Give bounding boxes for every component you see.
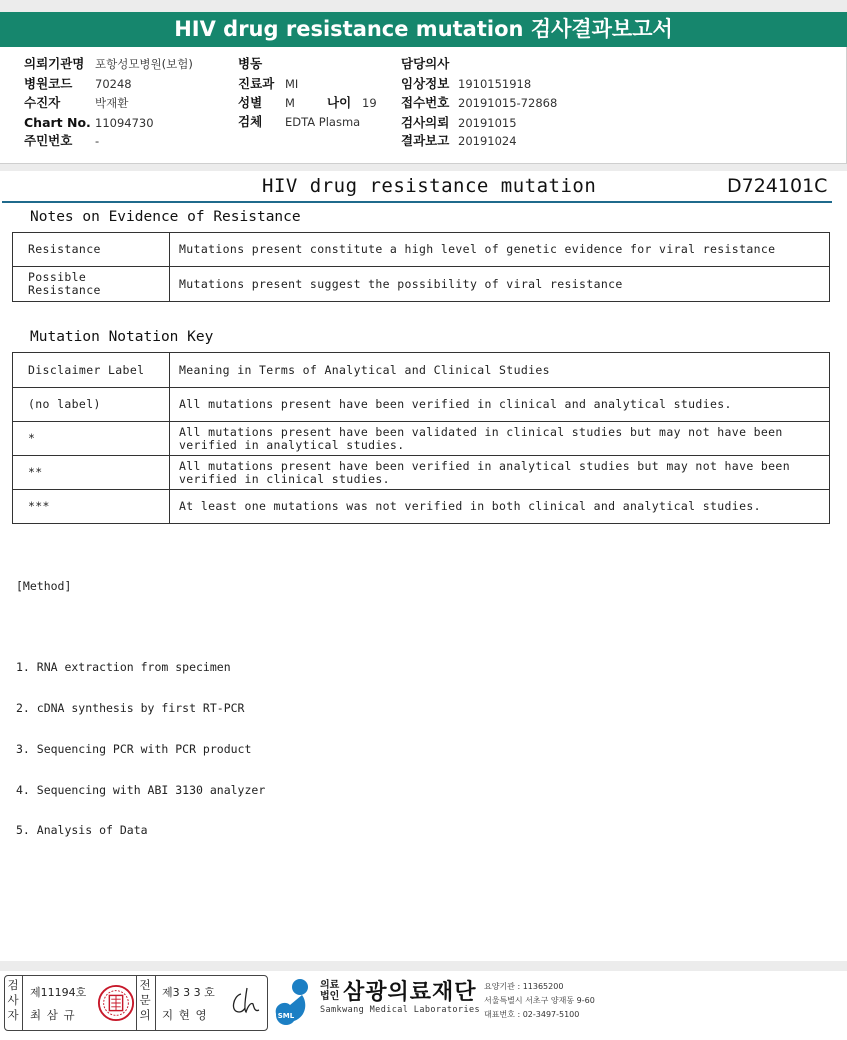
notes-description: Mutations present suggest the possibility of viral resistance [170, 267, 830, 302]
label-chart-no: Chart No. [24, 115, 91, 130]
heading-rule [2, 201, 832, 203]
column-header-meaning: Meaning in Terms of Analytical and Clinical Studies [170, 353, 830, 388]
table-row [13, 490, 830, 524]
label-specimen: 검체 [238, 114, 263, 129]
method-section [16, 553, 265, 851]
value-department: MI [285, 77, 299, 91]
value-report-date: 20191024 [458, 134, 517, 148]
notes-description: Mutations present constitute a high level of genetic evidence for viral resistance [170, 233, 830, 267]
value-clinical-info: 1910151918 [458, 77, 532, 91]
key-label: * [13, 422, 170, 456]
table-header-row [13, 353, 830, 388]
label-sex: 성별 [238, 95, 263, 110]
examiner-license-no: 제11194호 [30, 986, 87, 999]
notes-term: Resistance [13, 233, 170, 267]
value-patient-name: 박재환 [95, 96, 129, 110]
key-label: *** [13, 490, 170, 524]
label-resident-no: 주민번호 [24, 133, 73, 148]
patient-info-panel [0, 47, 847, 164]
label-age: 나이 [327, 95, 352, 110]
label-hospital-code: 병원코드 [24, 76, 73, 91]
label-department: 진료과 [238, 76, 275, 91]
column-header-label: Disclaimer Label [13, 353, 170, 388]
method-step: 2. cDNA synthesis by first RT-PCR [16, 700, 245, 715]
footer-divider-bar [0, 961, 847, 971]
specialist-vertical-label [138, 978, 152, 1023]
org-prefix-line1: 의료 [320, 980, 340, 991]
specialist-license-no: 제3 3 3 호 [162, 986, 215, 999]
key-meaning: All mutations present have been verified in clinical and analytical studies. [170, 388, 830, 422]
label-clinical-info: 임상정보 [401, 76, 450, 91]
label-patient-name: 수진자 [24, 95, 61, 110]
table-row [13, 233, 830, 267]
examiner-seal-icon [97, 984, 135, 1022]
label-accession-no: 접수번호 [401, 95, 450, 110]
specialist-signature-icon [227, 982, 263, 1022]
method-step: 4. Sequencing with ABI 3130 analyzer [16, 782, 266, 797]
examiner-label: 검 사 자 [7, 978, 19, 1022]
value-chart-no: 11094730 [95, 116, 154, 130]
sml-logo-icon [272, 977, 316, 1027]
key-meaning: At least one mutations was not verified in both clinical and analytical studies. [170, 490, 830, 524]
svg-text:SML: SML [277, 1012, 295, 1020]
method-step: 5. Analysis of Data [16, 823, 148, 838]
table-row [13, 267, 830, 302]
org-prefix-line2: 법인 [320, 991, 340, 1002]
label-attending-doctor: 담당의사 [401, 56, 450, 71]
key-label: (no label) [13, 388, 170, 422]
key-label: ** [13, 456, 170, 490]
value-age: 19 [362, 96, 377, 110]
label-requesting-institution: 의뢰기관명 [24, 56, 85, 71]
specialist-label: 전 문 의 [139, 978, 151, 1022]
table-row [13, 456, 830, 490]
table-row [13, 422, 830, 456]
report-title: HIV drug resistance mutation 검사결과보고서 [0, 12, 847, 47]
method-step: 3. Sequencing PCR with PCR product [16, 741, 252, 756]
table-row [13, 388, 830, 422]
org-prefix [320, 980, 339, 1002]
org-address: 서울특별시 서초구 양재동 9-60 [484, 996, 595, 1005]
label-report-date: 결과보고 [401, 133, 450, 148]
value-request-date: 20191015 [458, 116, 517, 130]
org-english-name: Samkwang Medical Laboratories [320, 1005, 481, 1015]
method-step: 1. RNA extraction from specimen [16, 660, 231, 675]
key-meaning: All mutations present have been validated in clinical studies but may not have been verified in analytical studies. [170, 422, 830, 456]
signature-box [4, 975, 268, 1031]
org-name: 삼광의료재단 [343, 980, 477, 1005]
value-specimen: EDTA Plasma [285, 115, 361, 129]
notation-key-table [12, 352, 830, 524]
test-heading: HIV drug resistance mutation [262, 175, 597, 197]
value-accession-no: 20191015-72868 [458, 96, 558, 110]
label-request-date: 검사의뢰 [401, 115, 450, 130]
examiner-vertical-label [6, 978, 20, 1023]
key-meaning: All mutations present have been verified in analytical studies but may not have been verified in clinical studies. [170, 456, 830, 490]
key-section-title: Mutation Notation Key [30, 329, 214, 345]
label-ward: 병동 [238, 56, 263, 71]
test-code: D724101C [727, 175, 828, 197]
notes-table [12, 232, 830, 302]
notes-section-title: Notes on Evidence of Resistance [30, 209, 301, 225]
examiner-name: 최 삼 규 [30, 1008, 76, 1022]
section-divider-bar [0, 164, 847, 171]
value-hospital-code: 70248 [95, 77, 132, 91]
notes-term: Possible Resistance [13, 267, 170, 302]
value-sex: M [285, 96, 295, 110]
value-resident-no: - [95, 134, 100, 148]
value-requesting-institution: 포항성모병원(보험) [95, 57, 193, 71]
method-title: [Method] [16, 579, 72, 594]
org-phone: 대표번호 : 02-3497-5100 [484, 1010, 580, 1019]
top-margin-bar [0, 0, 847, 12]
specialist-name: 지 현 영 [162, 1008, 208, 1022]
org-care-no: 요양기관 : 11365200 [484, 982, 564, 991]
